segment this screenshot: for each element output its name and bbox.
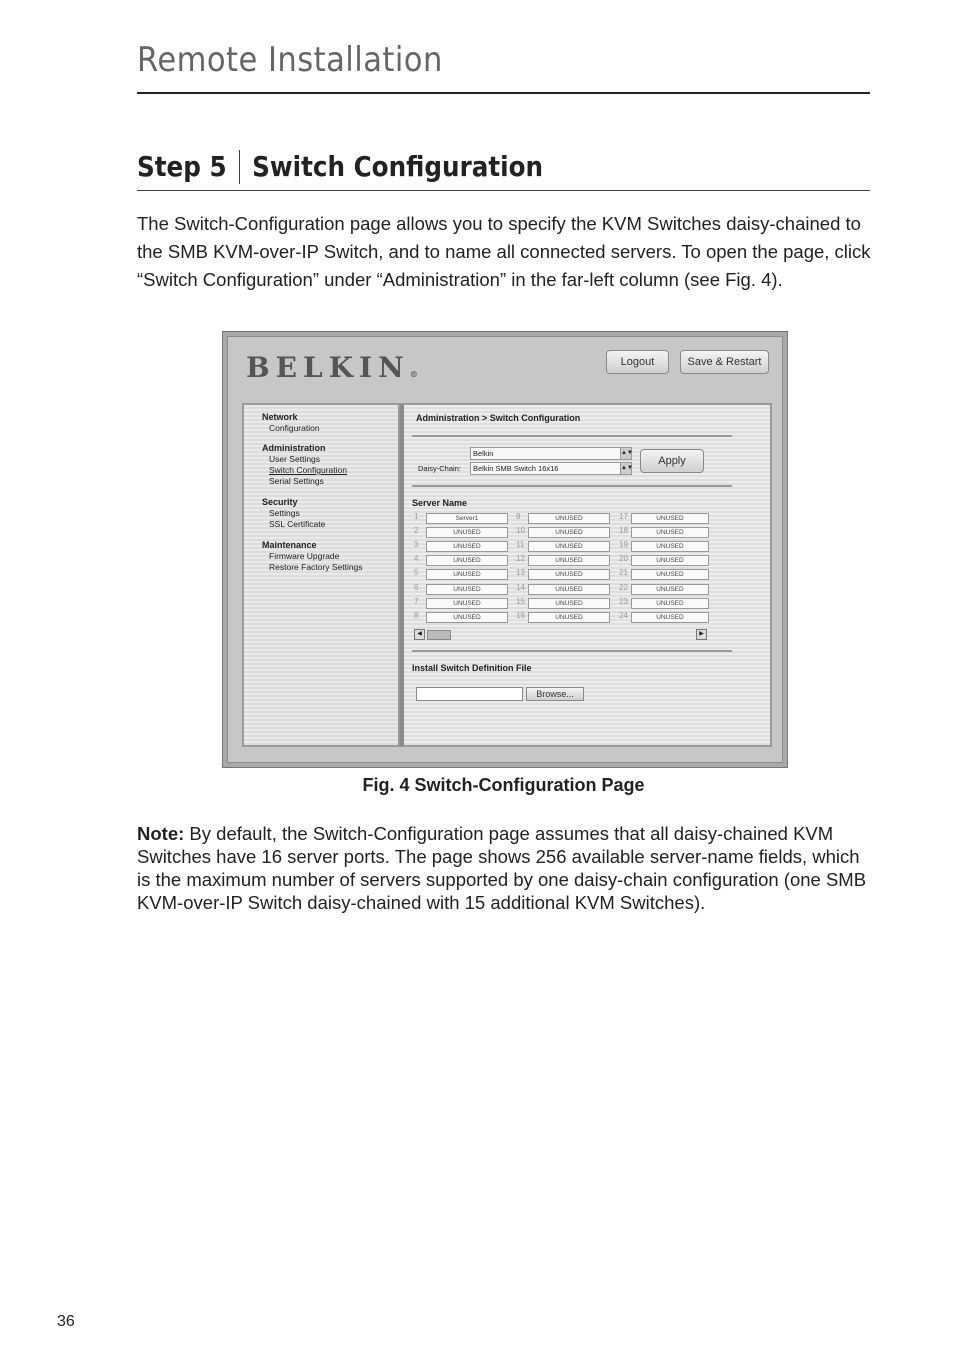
server-number: 13 (516, 568, 525, 578)
server-number: 15 (516, 596, 525, 606)
nav-heading-maintenance: Maintenance (262, 540, 317, 550)
step-separator (239, 150, 240, 184)
nav-item-configuration[interactable]: Configuration (269, 423, 320, 433)
install-heading: Install Switch Definition File (412, 663, 532, 673)
logout-button[interactable]: Logout (606, 350, 669, 374)
server-name-field[interactable]: UNUSED (528, 584, 610, 595)
server-name-field[interactable]: UNUSED (631, 598, 709, 609)
server-number: 14 (516, 582, 525, 592)
browse-button[interactable]: Browse... (526, 687, 584, 701)
left-nav (242, 403, 400, 747)
server-name-field[interactable]: UNUSED (528, 598, 610, 609)
server-number: 2 (414, 526, 419, 536)
server-number: 16 (516, 610, 525, 620)
chapter-title: Remote Installation (137, 40, 443, 80)
server-name-field[interactable]: UNUSED (631, 513, 709, 524)
belkin-logo: BELKIN® (246, 351, 418, 384)
server-number: 8 (414, 610, 419, 620)
step-title: Switch Configuration (252, 150, 544, 183)
divider (412, 485, 732, 487)
server-number: 24 (619, 610, 628, 620)
server-name-field[interactable]: UNUSED (631, 555, 709, 566)
server-name-field[interactable]: Server1 (426, 513, 508, 524)
server-name-field[interactable]: UNUSED (631, 584, 709, 595)
server-number: 23 (619, 596, 628, 606)
step-label: Step 5 (137, 150, 227, 183)
nav-item-settings[interactable]: Settings (269, 508, 300, 518)
server-name-field[interactable]: UNUSED (426, 569, 508, 580)
server-number: 1 (414, 512, 419, 521)
server-name-field[interactable]: UNUSED (631, 541, 709, 552)
scroll-left-icon[interactable]: ◀ (414, 629, 425, 640)
server-number: 17 (619, 512, 628, 521)
server-name-field[interactable]: UNUSED (528, 555, 610, 566)
server-name-field[interactable]: UNUSED (426, 555, 508, 566)
note-label: Note: (137, 823, 185, 844)
definition-file-input[interactable] (416, 687, 523, 701)
figure-caption: Fig. 4 Switch-Configuration Page (362, 775, 645, 795)
server-number: 22 (619, 582, 628, 592)
server-number: 10 (516, 526, 525, 536)
nav-item-serial-settings[interactable]: Serial Settings (269, 476, 324, 486)
select-arrow-icon: ▲▼ (620, 448, 631, 459)
step-rule (137, 190, 870, 191)
server-name-field[interactable]: UNUSED (528, 569, 610, 580)
step-heading (137, 150, 543, 184)
switch-config-screenshot (222, 331, 788, 768)
server-number: 9 (516, 512, 521, 521)
chapter-rule (137, 92, 870, 94)
server-number: 12 (516, 554, 525, 564)
server-name-field[interactable]: UNUSED (426, 541, 508, 552)
server-name-field[interactable]: UNUSED (631, 527, 709, 538)
divider (412, 650, 732, 652)
breadcrumb: Administration > Switch Configuration (416, 413, 581, 423)
daisy-chain-select[interactable]: Belkin SMB Switch 16x16 ▲▼ (470, 462, 632, 475)
server-number: 18 (619, 526, 628, 536)
server-number: 21 (619, 568, 628, 578)
server-name-field[interactable]: UNUSED (426, 527, 508, 538)
server-name-field[interactable]: UNUSED (631, 612, 709, 623)
scroll-right-icon[interactable]: ▶ (696, 629, 707, 640)
server-number: 4 (414, 554, 419, 564)
server-name-field[interactable]: UNUSED (426, 598, 508, 609)
nav-item-firmware-upgrade[interactable]: Firmware Upgrade (269, 551, 340, 561)
server-name-field[interactable]: UNUSED (528, 513, 610, 524)
select-arrow-icon: ▲▼ (620, 463, 631, 474)
nav-item-user-settings[interactable]: User Settings (269, 454, 321, 464)
nav-heading-administration: Administration (262, 443, 326, 453)
page-number: 36 (57, 1313, 75, 1330)
server-name-field[interactable]: UNUSED (426, 584, 508, 595)
server-name-field[interactable]: UNUSED (426, 612, 508, 623)
nav-heading-security: Security (262, 497, 298, 507)
server-number: 19 (619, 540, 628, 550)
note-paragraph (137, 822, 877, 914)
intro-paragraph: The Switch-Configuration page allows you to specify the KVM Switches daisy-chained to the SMB KVM-over-IP Switch, and to name all connected servers. To open the page, click “Switch Configuration” under “Administration” in the far-left column (see Fig. 4). (137, 213, 871, 290)
divider (412, 435, 732, 437)
nav-item-ssl-certificate[interactable]: SSL Certificate (269, 519, 326, 529)
note-text: By default, the Switch-Configuration page assumes that all daisy-chained KVM Switches have 16 server ports. The page shows 256 available server-name fields, which is the maximum number of servers supported by one daisy-chain configuration (one SMB KVM-over-IP Switch daisy-chained with 15 additional KVM Switches). (137, 823, 867, 913)
server-number: 7 (414, 596, 419, 606)
server-number: 5 (414, 568, 419, 578)
apply-button[interactable]: Apply (640, 449, 704, 473)
server-name-field[interactable]: UNUSED (528, 527, 610, 538)
nav-heading-network: Network (262, 412, 298, 422)
scrollbar-thumb[interactable] (427, 630, 451, 640)
main-panel (400, 403, 772, 747)
daisy-chain-label: Daisy-Chain: (418, 464, 461, 473)
server-number: 6 (414, 582, 419, 592)
server-number: 11 (516, 540, 525, 550)
server-name-heading: Server Name (412, 498, 468, 508)
server-name-field[interactable]: UNUSED (528, 541, 610, 552)
server-name-field[interactable]: UNUSED (528, 612, 610, 623)
server-name-field[interactable]: UNUSED (631, 569, 709, 580)
nav-item-switch-configuration[interactable]: Switch Configuration (269, 465, 347, 475)
screenshot-window (227, 336, 783, 763)
save-restart-button[interactable]: Save & Restart (680, 350, 769, 374)
server-number: 20 (619, 554, 628, 564)
vendor-select[interactable]: Belkin ▲▼ (470, 447, 632, 460)
server-number: 3 (414, 540, 419, 550)
nav-item-restore-factory-settings[interactable]: Restore Factory Settings (269, 562, 363, 572)
